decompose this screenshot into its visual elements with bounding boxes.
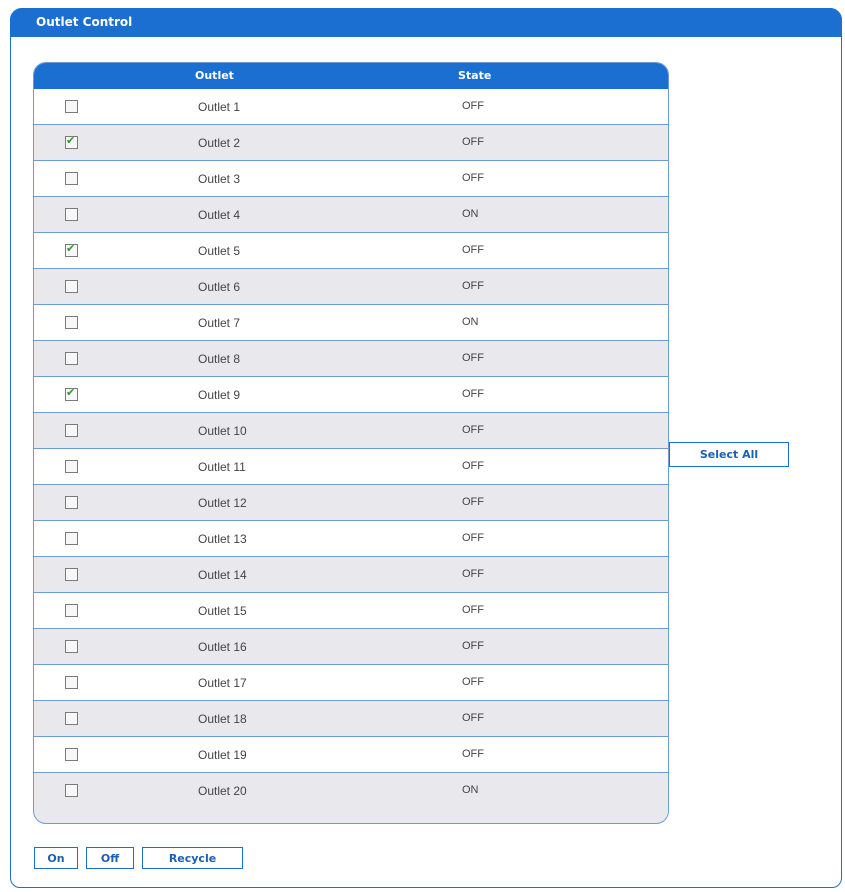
column-header-outlet: Outlet (195, 69, 234, 82)
outlet-name: Outlet 8 (198, 352, 241, 366)
table-row (34, 629, 668, 665)
outlet-name: Outlet 15 (198, 604, 247, 618)
outlet-name: Outlet 3 (198, 172, 241, 186)
outlet-checkbox[interactable] (65, 280, 78, 293)
table-row (34, 773, 668, 809)
outlet-state: ON (462, 316, 479, 328)
outlet-checkbox[interactable] (65, 568, 78, 581)
table-row (34, 737, 668, 773)
table-row (34, 125, 668, 161)
outlet-state: OFF (462, 604, 484, 616)
outlet-table (33, 62, 669, 824)
check-icon: ✔ (66, 134, 76, 147)
outlet-name: Outlet 16 (198, 640, 247, 654)
table-row (34, 269, 668, 305)
outlet-checkbox[interactable] (65, 244, 78, 257)
on-button[interactable]: On (34, 847, 78, 869)
table-row (34, 593, 668, 629)
table-row (34, 197, 668, 233)
outlet-checkbox[interactable] (65, 532, 78, 545)
outlet-state: OFF (462, 748, 484, 760)
panel-header (10, 8, 842, 37)
outlet-name: Outlet 7 (198, 316, 241, 330)
outlet-state: OFF (462, 460, 484, 472)
outlet-state: OFF (462, 532, 484, 544)
outlet-checkbox[interactable] (65, 712, 78, 725)
outlet-checkbox[interactable] (65, 676, 78, 689)
outlet-name: Outlet 14 (198, 568, 247, 582)
table-row (34, 377, 668, 413)
table-row (34, 521, 668, 557)
outlet-checkbox[interactable] (65, 208, 78, 221)
outlet-state: OFF (462, 100, 484, 112)
check-icon: ✔ (66, 386, 76, 399)
outlet-checkbox[interactable] (65, 388, 78, 401)
table-row (34, 449, 668, 485)
outlet-name: Outlet 1 (198, 100, 241, 114)
outlet-checkbox[interactable] (65, 424, 78, 437)
outlet-name: Outlet 12 (198, 496, 247, 510)
outlet-state: OFF (462, 496, 484, 508)
outlet-name: Outlet 11 (198, 460, 246, 474)
outlet-checkbox[interactable] (65, 172, 78, 185)
outlet-state: ON (462, 784, 479, 796)
outlet-name: Outlet 20 (198, 784, 247, 798)
outlet-state: OFF (462, 280, 484, 292)
outlet-state: OFF (462, 568, 484, 580)
outlet-checkbox[interactable] (65, 460, 78, 473)
table-row (34, 161, 668, 197)
outlet-checkbox[interactable] (65, 496, 78, 509)
outlet-state: OFF (462, 244, 484, 256)
outlet-state: OFF (462, 712, 484, 724)
outlet-state: OFF (462, 424, 484, 436)
outlet-name: Outlet 9 (198, 388, 241, 402)
table-row (34, 413, 668, 449)
table-row (34, 305, 668, 341)
outlet-checkbox[interactable] (65, 136, 78, 149)
outlet-state: OFF (462, 172, 484, 184)
outlet-state: OFF (462, 136, 484, 148)
outlet-state: OFF (462, 388, 484, 400)
table-row (34, 485, 668, 521)
outlet-name: Outlet 17 (198, 676, 247, 690)
outlet-checkbox[interactable] (65, 748, 78, 761)
outlet-state: OFF (462, 640, 484, 652)
outlet-name: Outlet 4 (198, 208, 241, 222)
table-row (34, 89, 668, 125)
outlet-checkbox[interactable] (65, 100, 78, 113)
outlet-name: Outlet 2 (198, 136, 241, 150)
outlet-name: Outlet 13 (198, 532, 247, 546)
outlet-name: Outlet 6 (198, 280, 241, 294)
column-header-state: State (458, 69, 492, 82)
outlet-checkbox[interactable] (65, 604, 78, 617)
table-header (34, 63, 668, 89)
outlet-checkbox[interactable] (65, 640, 78, 653)
outlet-checkbox[interactable] (65, 784, 78, 797)
outlet-name: Outlet 18 (198, 712, 247, 726)
table-row (34, 233, 668, 269)
outlet-checkbox[interactable] (65, 316, 78, 329)
outlet-state: OFF (462, 676, 484, 688)
outlet-state: OFF (462, 352, 484, 364)
table-row (34, 557, 668, 593)
table-row (34, 665, 668, 701)
table-row (34, 341, 668, 377)
off-button[interactable]: Off (86, 847, 134, 869)
panel-title: Outlet Control (36, 15, 133, 29)
table-body (34, 89, 668, 809)
check-icon: ✔ (66, 242, 76, 255)
table-row (34, 701, 668, 737)
outlet-name: Outlet 10 (198, 424, 247, 438)
select-all-button[interactable]: Select All (669, 442, 789, 467)
outlet-checkbox[interactable] (65, 352, 78, 365)
recycle-button[interactable]: Recycle (142, 847, 243, 869)
outlet-name: Outlet 5 (198, 244, 241, 258)
outlet-state: ON (462, 208, 479, 220)
outlet-name: Outlet 19 (198, 748, 247, 762)
